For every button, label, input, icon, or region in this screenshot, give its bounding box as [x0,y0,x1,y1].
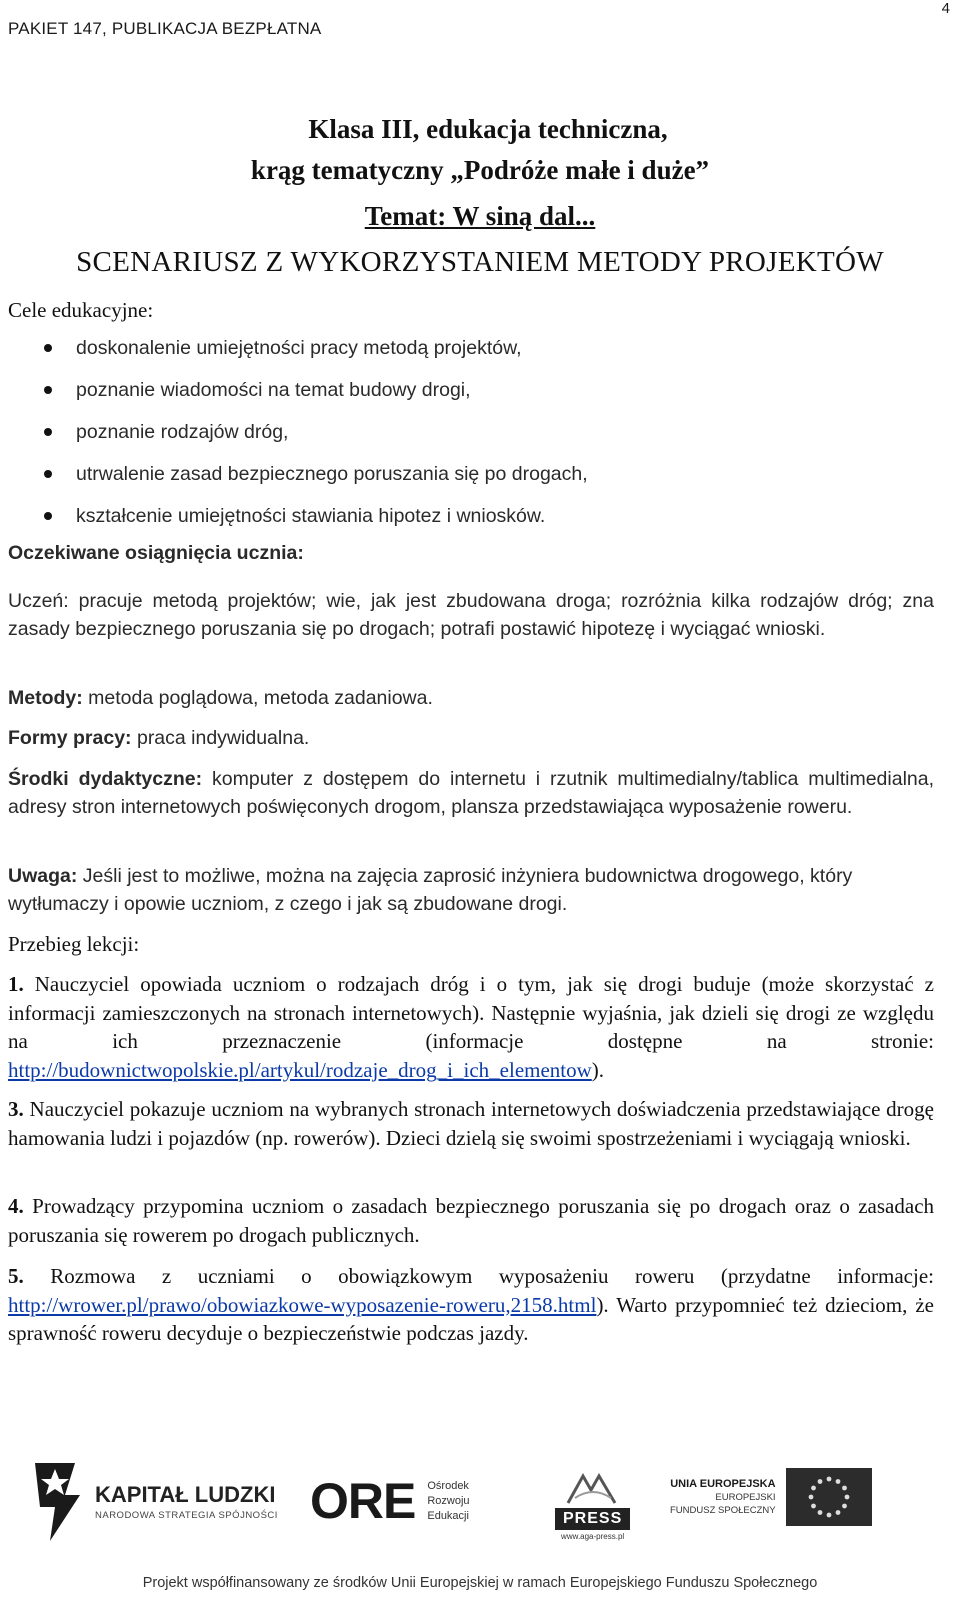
ue-logo [670,1468,872,1526]
list-item: poznanie wiadomości na temat budowy drogi, [8,376,908,418]
title-topic: Temat: W siną dal... [364,201,596,231]
methods-label: Metody: [8,687,83,709]
goals-heading: Cele edukacyjne: [8,298,154,322]
note-text: Jeśli jest to możliwe, można na zajęcia zaprosić inżyniera budownictwa drogowego, który wytłumaczy i opowie uczniom, z czego i jak są zbudowane drogi. [8,865,853,915]
bullet-icon [44,470,52,478]
footer-caption: Projekt współfinansowany ze środków Unii Europejskiej w ramach Europejskiego Funduszu Społecznego [142,1575,818,1591]
ore-logo [310,1472,470,1530]
lesson-step-1: 1. Nauczyciel opowiada uczniom o rodzajach dróg i o tym, jak się drogi buduje (może skorzystać z informacji zamieszczonych na stronach internetowych). Następnie wyjaśnia, jak dzieli się drogi ze względu na ich przeznaczenie (informacje dostępne na stronie: http://budownictwopolskie.pl/artykul/rodzaje_drog_i_ich_elementow). [8,972,935,1082]
methods-line [8,684,934,712]
bullet-icon [44,344,52,352]
kapital-ludzki-name: KAPITAŁ LUDZKI [95,1481,276,1507]
aga-press-name: PRESS [555,1508,630,1530]
lesson-step-3: 3. Nauczyciel pokazuje uczniom na wybranych stronach internetowych doświadczenia przedstawiające drogę hamowania ludzi i pojazdów (np. rowerów). Dzieci dzielą się swoimi spostrzeżeniami i wyciągają wnioski. [8,1097,934,1150]
bullet-icon [44,512,52,520]
title-class: Klasa III, edukacja techniczna, [308,114,668,144]
forms-label: Formy pracy: [8,727,132,749]
kapital-ludzki-logo [25,1455,278,1547]
bullet-icon [44,428,52,436]
list-item: doskonalenie umiejętności pracy metodą projektów, [8,334,908,376]
ue-line-2: EUROPEJSKI [715,1491,776,1503]
eu-flag-icon [786,1468,872,1526]
title-theme: krąg tematyczny „Podróże małe i duże” [250,155,710,185]
list-item: kształcenie umiejętności stawiania hipotez i wniosków. [8,502,908,544]
ue-line-3: FUNDUSZ SPOŁECZNY [670,1504,776,1516]
link-budownictwo[interactable]: http://budownictwopolskie.pl/artykul/rodzaje_drog_i_ich_elementow [8,1057,592,1082]
footer-logos [0,1450,960,1560]
outcomes-text: Uczeń: pracuje metodą projektów; wie, jak jest zbudowana droga; rozróżnia kilka rodzajów dróg; zna zasady bezpiecznego poruszania się po drogach; potrafi postawić hipotezę i wyciągać wnioski. [8,590,934,640]
aga-press-url: www.aga-press.pl [561,1532,625,1541]
list-item: utrwalenie zasad bezpiecznego poruszania się po drogach, [8,460,908,502]
note-paragraph [8,862,934,918]
lesson-step-5: 5. Rozmowa z uczniami o obowiązkowym wyposażeniu roweru (przydatne informacje: http://wrower.pl/prawo/obowiazkowe-wyposazenie-roweru,2158.html). Warto przypomnieć też dzieciom, że sprawność roweru decyduje o bezpieczeństwie podczas jazdy. [8,1264,934,1345]
lesson-step-4: 4. Prowadzący przypomina uczniom o zasadach bezpiecznego poruszania się po drogach oraz o zasadach poruszania się rowerem po drogach publicznych. [8,1194,935,1247]
ore-name: ORE [310,1473,416,1529]
methods-text: metoda poglądowa, metoda zadaniowa. [88,687,433,709]
title-scenario: SCENARIUSZ Z WYKORZYSTANIEM METODY PROJEKTÓW [76,246,884,278]
ue-line-1: UNIA EUROPEJSKA [670,1477,776,1490]
ore-sub-3: Edukacji [427,1509,469,1522]
kapital-ludzki-sub: NARODOWA STRATEGIA SPÓJNOŚCI [95,1509,278,1521]
page-number: 4 [941,0,950,17]
list-item: poznanie rodzajów dróg, [8,418,908,460]
aga-icon [563,1468,623,1508]
aga-press-logo [555,1468,630,1541]
lesson-heading: Przebieg lekcji: [8,932,140,956]
aids-paragraph [8,765,934,821]
link-wrower[interactable]: http://wrower.pl/prawo/obowiazkowe-wyposazenie-roweru,2158.html [8,1292,597,1317]
outcomes-heading: Oczekiwane osiągnięcia ucznia: [8,542,304,564]
forms-line [8,724,934,752]
kapital-ludzki-icon [25,1455,85,1547]
forms-text: praca indywidualna. [136,727,310,749]
aids-label: Środki dydaktyczne: [8,768,203,790]
bullet-icon [44,386,52,394]
goals-list [8,334,908,544]
ore-sub-1: Ośrodek [427,1479,469,1492]
ore-sub-2: Rozwoju [427,1494,470,1507]
header-title: PAKIET 147, PUBLIKACJA BEZPŁATNA [8,19,322,38]
note-label: Uwaga: [8,865,78,887]
aids-text: komputer z dostępem do internetu i rzutnik multimedialny/tablica multimedialna, adresy stron internetowych poświęconych drogom, plansza przedstawiająca wyposażenie roweru. [8,768,935,818]
